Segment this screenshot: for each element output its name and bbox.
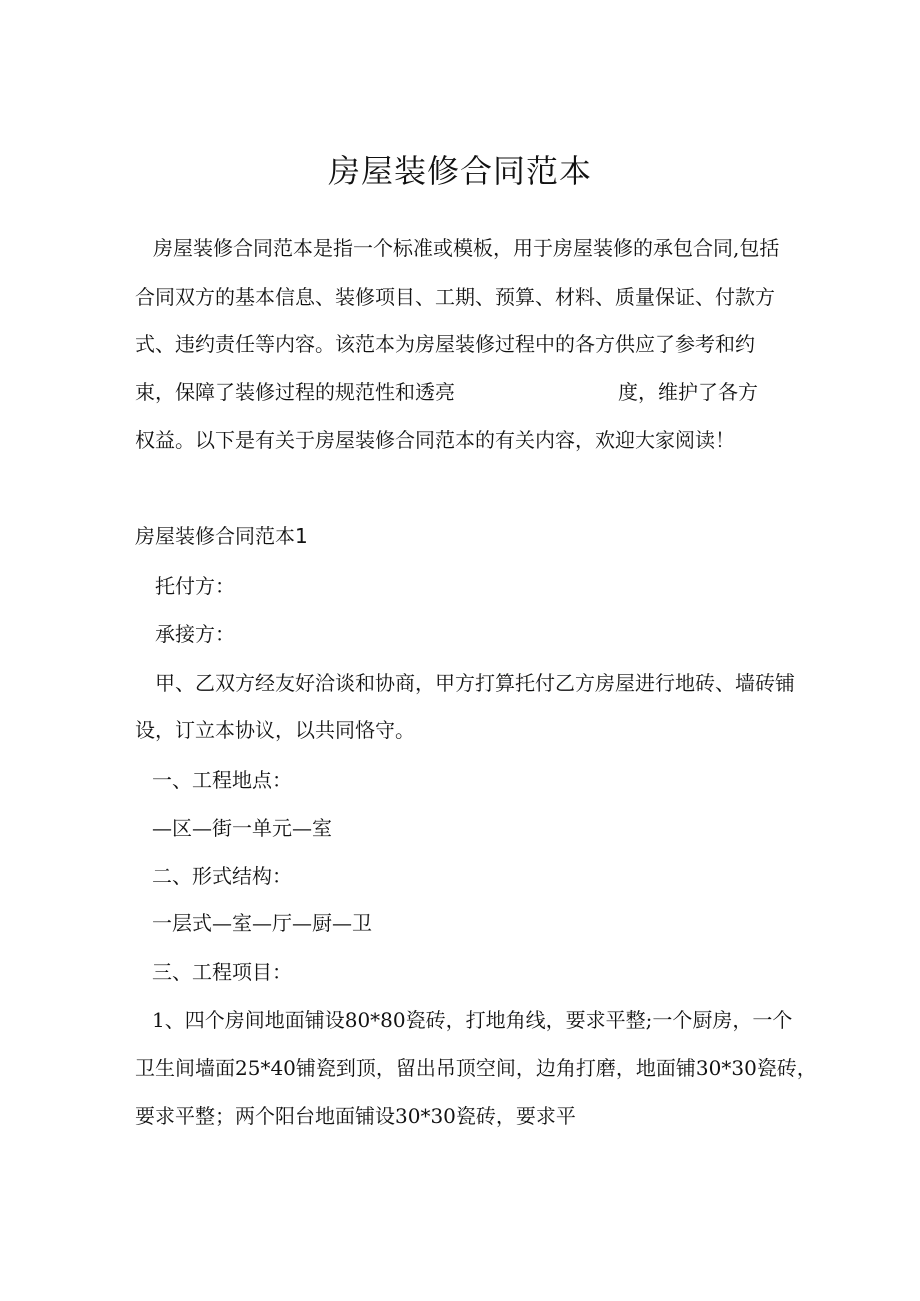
intro-line-2: 合同双方的基本信息、装修项目、工期、预算、材料、质量保证、付款方	[135, 285, 775, 309]
body-line-4: 设，订立本协议，以共同恪守。	[135, 718, 415, 742]
intro-line-4b: 度，维护了各方	[618, 380, 758, 404]
document-title: 房屋装修合同范本	[327, 152, 592, 190]
body-line-5: 一、工程地点：	[152, 768, 292, 792]
body-line-12: 要求平整；两个阳台地面铺设30*30瓷砖，要求平	[135, 1104, 576, 1128]
body-line-6: —区—街一单元—室	[152, 816, 332, 840]
body-line-7: 二、形式结构：	[152, 864, 292, 888]
intro-line-3: 式、违约责任等内容。该范本为房屋装修过程中的各方供应了参考和约	[135, 332, 755, 356]
body-line-2: 承接方：	[155, 622, 235, 646]
body-line-9: 三、工程项目：	[152, 960, 292, 984]
body-line-11: 卫生间墙面25*40铺瓷到顶，留出吊顶空间，边角打磨，地面铺30*30瓷砖，	[135, 1056, 817, 1080]
body-line-10: 1、四个房间地面铺设80*80瓷砖，打地角线，要求平整;一个厨房，一个	[152, 1008, 793, 1032]
intro-line-5: 权益。以下是有关于房屋装修合同范本的有关内容，欢迎大家阅读！	[135, 428, 735, 452]
body-line-3: 甲、乙双方经友好洽谈和协商，甲方打算托付乙方房屋进行地砖、墙砖铺	[155, 671, 795, 695]
body-line-8: 一层式—室—厅—厨—卫	[152, 911, 372, 935]
body-line-1: 托付方：	[155, 574, 235, 598]
section-heading: 房屋装修合同范本1	[135, 524, 308, 548]
intro-line-1: 房屋装修合同范本是指一个标准或模板，用于房屋装修的承包合同,包括	[153, 236, 780, 260]
intro-line-4a: 束，保障了装修过程的规范性和透亮	[135, 380, 455, 404]
